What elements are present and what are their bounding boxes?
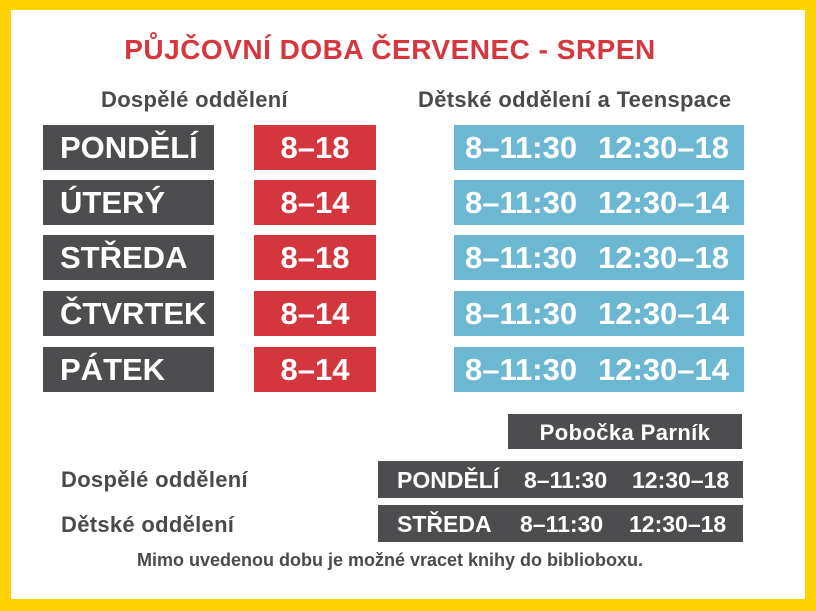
adult-hours-thursday: 8–14 bbox=[254, 291, 376, 336]
kids-hours-am: 8–11:30 bbox=[465, 130, 578, 165]
branch-kids-pm: 12:30–18 bbox=[629, 511, 727, 537]
adult-hours-monday: 8–18 bbox=[254, 125, 376, 170]
kids-hours-am: 8–11:30 bbox=[465, 240, 578, 275]
day-label-friday: PÁTEK bbox=[43, 347, 214, 392]
kids-hours-pm: 12:30–14 bbox=[598, 185, 730, 220]
branch-name-banner: Pobočka Parník bbox=[508, 414, 742, 449]
kids-hours-am: 8–11:30 bbox=[465, 352, 578, 387]
branch-kids-day: STŘEDA bbox=[397, 511, 492, 537]
day-label-thursday: ČTVRTEK bbox=[43, 291, 214, 336]
kids-hours-pm: 12:30–14 bbox=[598, 352, 730, 387]
kids-department-heading: Dětské oddělení a Teenspace bbox=[418, 87, 732, 112]
adult-hours-friday: 8–14 bbox=[254, 347, 376, 392]
kids-hours-wednesday bbox=[454, 235, 744, 280]
branch-adult-day: PONDĚLÍ bbox=[397, 467, 500, 493]
page-title: PŮJČOVNÍ DOBA ČERVENEC - SRPEN bbox=[124, 34, 656, 65]
return-note: Mimo uvedenou dobu je možné vracet knihy do biblioboxu. bbox=[136, 550, 644, 570]
kids-hours-am: 8–11:30 bbox=[465, 296, 578, 331]
branch-adult-label: Dospělé oddělení bbox=[61, 467, 248, 492]
kids-hours-thursday bbox=[454, 291, 744, 336]
adult-hours-wednesday: 8–18 bbox=[254, 235, 376, 280]
kids-hours-pm: 12:30–14 bbox=[598, 296, 730, 331]
day-label-monday: PONDĚLÍ bbox=[43, 125, 214, 170]
branch-kids-label: Dětské oddělení bbox=[61, 512, 235, 537]
branch-kids-hours-row bbox=[378, 505, 743, 542]
branch-kids-am: 8–11:30 bbox=[520, 511, 604, 537]
kids-hours-friday bbox=[454, 347, 744, 392]
branch-adult-hours-row bbox=[378, 461, 743, 498]
kids-hours-pm: 12:30–18 bbox=[598, 240, 730, 275]
kids-hours-monday bbox=[454, 125, 744, 170]
kids-hours-tuesday bbox=[454, 180, 744, 225]
adult-department-heading: Dospělé oddělení bbox=[101, 87, 288, 112]
kids-hours-am: 8–11:30 bbox=[465, 185, 578, 220]
day-label-tuesday: ÚTERÝ bbox=[43, 180, 214, 225]
branch-adult-am: 8–11:30 bbox=[524, 467, 608, 493]
adult-hours-tuesday: 8–14 bbox=[254, 180, 376, 225]
branch-adult-pm: 12:30–18 bbox=[632, 467, 730, 493]
day-label-wednesday: STŘEDA bbox=[43, 235, 214, 280]
kids-hours-pm: 12:30–18 bbox=[598, 130, 730, 165]
